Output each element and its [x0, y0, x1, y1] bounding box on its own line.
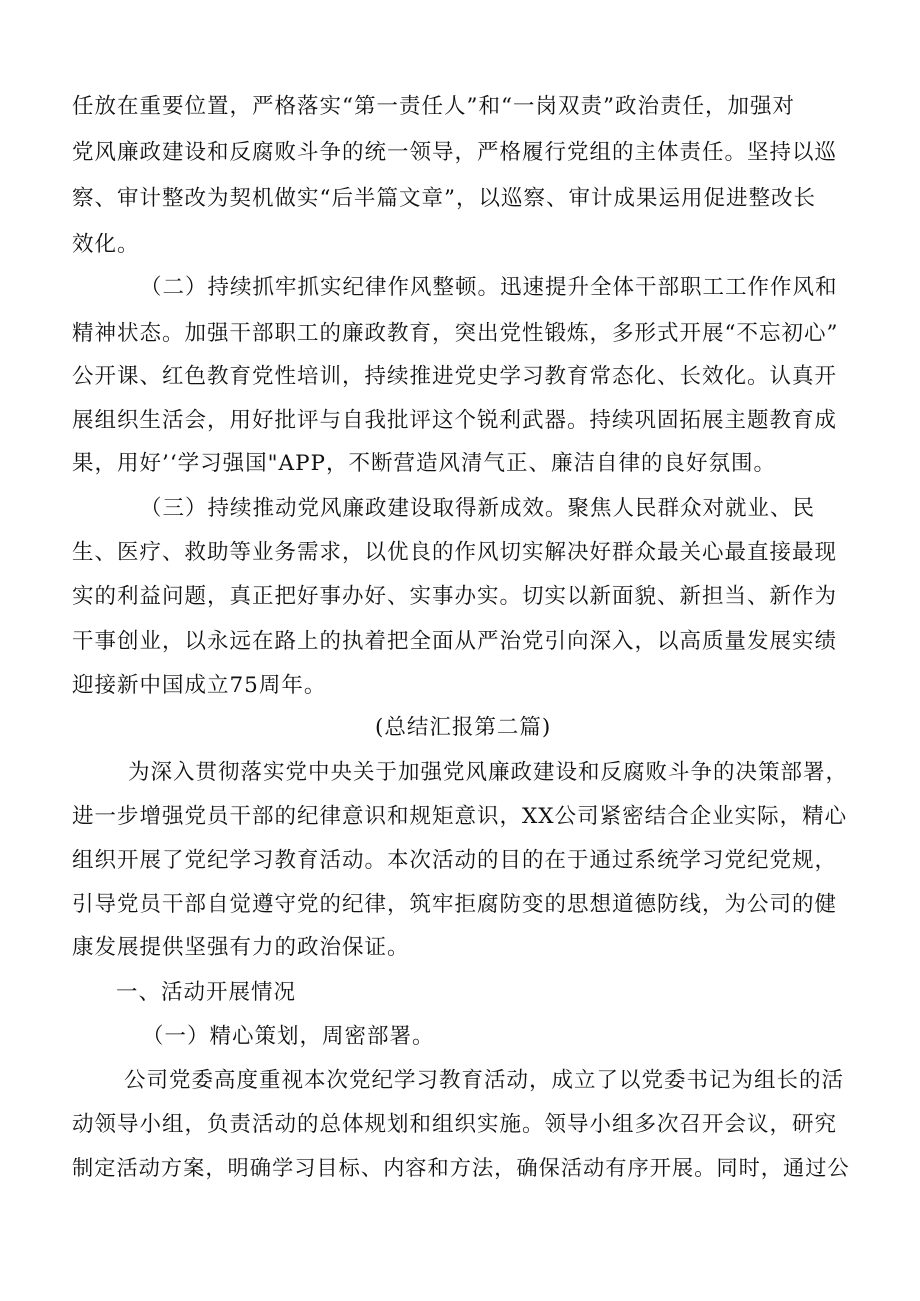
- text-line: 制定活动方案，明确学习目标、内容和方法，确保活动有序开展。同时，通过公: [72, 1156, 850, 1181]
- text-line: 为深入贯彻落实党中央关于加强党风廉政建设和反腐败斗争的决策部署，: [128, 760, 849, 785]
- text-line: 康发展提供坚强有力的政治保证。: [72, 935, 410, 960]
- text-line: 迎接新中国成立75周年。: [72, 673, 327, 698]
- text-line: 任放在重要位置，严格落实“第一责任人”和“一岗双责”政治责任，加强对: [72, 94, 795, 119]
- text-line: 进一步增强党员干部的纪律意识和规矩意识，XX公司紧密结合企业实际，精心: [72, 804, 848, 829]
- section-heading: 一、活动开展情况: [116, 980, 297, 1005]
- text-line: 动领导小组，负责活动的总体规划和组织实施。领导小组多次召开会议，研究: [72, 1112, 838, 1137]
- subsection-heading: （一）精心策划，周密部署。: [142, 1024, 435, 1049]
- text-line: 实的利益问题，真正把好事办好、实事办实。切实以新面貌、新担当、新作为: [72, 584, 838, 609]
- text-line: （二）持续抓牢抓实纪律作风整顿。迅速提升全体干部职工工作作风和: [140, 275, 838, 300]
- text-line: 展组织生活会，用好批评与自我批评这个锐利武器。持续巩固拓展主题教育成: [72, 408, 838, 433]
- text-line: 察、审计整改为契机做实“后半篇文章”，以巡察、审计成果运用促进整改长: [72, 186, 816, 211]
- text-line: （三）持续推动党风廉政建设取得新成效。聚焦人民群众对就业、民: [140, 496, 816, 521]
- text-line: 果，用好’‘学习强国"APP，不断营造风清气正、廉洁自律的良好氛围。: [72, 451, 777, 476]
- text-line: 公司党委高度重视本次党纪学习教育活动，成立了以党委书记为组长的活: [124, 1068, 845, 1093]
- text-line: 党风廉政建设和反腐败斗争的统一领导，严格履行党组的主体责任。坚持以巡: [72, 140, 838, 165]
- text-line: 组织开展了党纪学习教育活动。本次活动的目的在于通过系统学习党纪党规，: [72, 848, 838, 873]
- text-line: 干事创业，以永远在路上的执着把全面从严治党引向深入，以高质量发展实绩: [72, 629, 838, 654]
- text-line: 公开课、红色教育党性培训，持续推进党史学习教育常态化、长效化。认真开: [72, 364, 838, 389]
- text-line: 精神状态。加强干部职工的廉政教育，突出党性锻炼，多形式开展“不忘初心”: [72, 321, 839, 346]
- text-line: 生、医疗、救助等业务需求，以优良的作风切实解决好群众最关心最直接最现: [72, 540, 838, 565]
- text-line: 引导党员干部自觉遵守党的纪律，筑牢拒腐防变的思想道德防线，为公司的健: [72, 892, 838, 917]
- text-line: 效化。: [72, 232, 140, 257]
- section-title: (总结汇报第二篇): [375, 715, 552, 740]
